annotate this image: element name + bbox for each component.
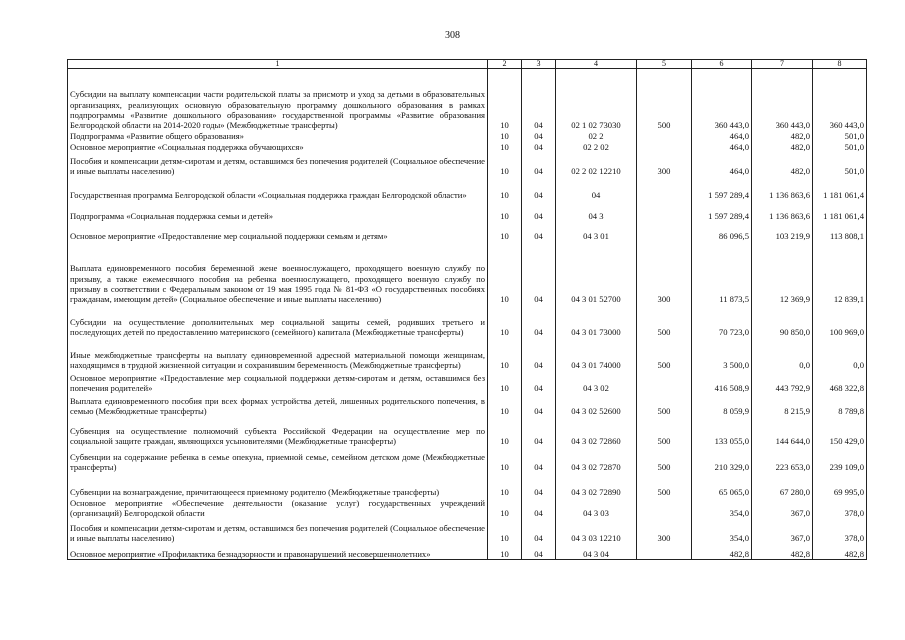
cell-amount-year3: 113 808,1 bbox=[813, 222, 867, 242]
cell-section: 10 bbox=[488, 519, 522, 544]
cell-amount-year2: 367,0 bbox=[752, 498, 813, 519]
table-row bbox=[68, 473, 867, 498]
cell-expense-type bbox=[637, 201, 692, 222]
cell-section: 10 bbox=[488, 222, 522, 242]
cell-section: 10 bbox=[488, 305, 522, 338]
cell-amount-year2: 482,8 bbox=[752, 544, 813, 560]
cell-name: Субвенции на содержание ребенка в семье опекуна, приемной семье, семейном детском доме (Межбюджетные трансферты) bbox=[68, 447, 488, 473]
cell-amount-year3: 378,0 bbox=[813, 498, 867, 519]
cell-name: Субвенция на осуществление полномочий субъекта Российской Федерации на осуществление мер по социальной защите граждан, являющихся усыновителями (Межбюджетные трансферты) bbox=[68, 417, 488, 447]
cell-section: 10 bbox=[488, 201, 522, 222]
cell-target-article: 04 3 02 52600 bbox=[556, 394, 637, 417]
header-cell: 3 bbox=[522, 60, 556, 69]
cell-amount-year3: 360 443,0 bbox=[813, 69, 867, 131]
cell-name: Основное мероприятие «Предоставление мер социальной поддержки семьям и детям» bbox=[68, 222, 488, 242]
cell-name: Государственная программа Белгородской области «Социальная поддержка граждан Белгородской области» bbox=[68, 177, 488, 201]
cell-amount-year2: 482,0 bbox=[752, 142, 813, 153]
table-row bbox=[68, 131, 867, 142]
cell-expense-type bbox=[637, 371, 692, 394]
table-row bbox=[68, 544, 867, 560]
cell-expense-type: 300 bbox=[637, 242, 692, 305]
cell-amount-year3: 501,0 bbox=[813, 153, 867, 177]
cell-name: Субсидии на осуществление дополнительных мер социальной защиты семей, родивших третьего и последующих детей по предоставлению материнского (семейного) капитала (Межбюджетные трансферты) bbox=[68, 305, 488, 338]
cell-name: Основное мероприятие «Обеспечение деятельности (оказание услуг) государственных учреждений (организаций) Белгородской области bbox=[68, 498, 488, 519]
cell-subsection: 04 bbox=[522, 371, 556, 394]
cell-target-article: 04 3 02 72890 bbox=[556, 473, 637, 498]
cell-amount-year2: 8 215,9 bbox=[752, 394, 813, 417]
table-row bbox=[68, 142, 867, 153]
cell-section: 10 bbox=[488, 371, 522, 394]
cell-expense-type: 500 bbox=[637, 305, 692, 338]
cell-amount-year2: 360 443,0 bbox=[752, 69, 813, 131]
cell-name: Основное мероприятие «Предоставление мер социальной поддержки детям-сиротам и детям, оставшимся без попечения родителей» bbox=[68, 371, 488, 394]
cell-amount-year2: 90 850,0 bbox=[752, 305, 813, 338]
cell-subsection: 04 bbox=[522, 69, 556, 131]
cell-target-article: 04 3 01 74000 bbox=[556, 338, 637, 371]
cell-section: 10 bbox=[488, 142, 522, 153]
table-row bbox=[68, 498, 867, 519]
cell-section: 10 bbox=[488, 131, 522, 142]
cell-subsection: 04 bbox=[522, 498, 556, 519]
cell-target-article: 04 3 02 72870 bbox=[556, 447, 637, 473]
cell-amount-year2: 144 644,0 bbox=[752, 417, 813, 447]
cell-amount-year1: 464,0 bbox=[692, 153, 752, 177]
header-cell: 2 bbox=[488, 60, 522, 69]
cell-amount-year1: 1 597 289,4 bbox=[692, 177, 752, 201]
cell-amount-year3: 468 322,8 bbox=[813, 371, 867, 394]
cell-subsection: 04 bbox=[522, 131, 556, 142]
cell-amount-year2: 443 792,9 bbox=[752, 371, 813, 394]
cell-section: 10 bbox=[488, 242, 522, 305]
cell-amount-year1: 482,8 bbox=[692, 544, 752, 560]
cell-amount-year2: 12 369,9 bbox=[752, 242, 813, 305]
cell-amount-year3: 378,0 bbox=[813, 519, 867, 544]
table-header-row bbox=[68, 60, 867, 69]
cell-amount-year1: 416 508,9 bbox=[692, 371, 752, 394]
cell-amount-year3: 0,0 bbox=[813, 338, 867, 371]
cell-amount-year3: 501,0 bbox=[813, 142, 867, 153]
cell-amount-year1: 464,0 bbox=[692, 131, 752, 142]
cell-amount-year2: 482,0 bbox=[752, 153, 813, 177]
cell-name: Подпрограмма «Развитие общего образования» bbox=[68, 131, 488, 142]
table-row bbox=[68, 69, 867, 131]
cell-section: 10 bbox=[488, 498, 522, 519]
cell-amount-year3: 1 181 061,4 bbox=[813, 201, 867, 222]
cell-name: Основное мероприятие «Социальная поддержка обучающихся» bbox=[68, 142, 488, 153]
cell-amount-year1: 354,0 bbox=[692, 498, 752, 519]
table-row bbox=[68, 305, 867, 338]
cell-amount-year1: 354,0 bbox=[692, 519, 752, 544]
cell-section: 10 bbox=[488, 544, 522, 560]
cell-name: Выплата единовременного пособия беременной жене военнослужащего, проходящего военную службу по призыву, а также ежемесячного пособия на ребенка военнослужащего, проходящего военную службу по призыву в соответствии с Федеральным законом от 19 мая 1995 года № 81-ФЗ «О государственных пособиях гражданам, имеющим детей» (Социальное обеспечение и иные выплаты населению) bbox=[68, 242, 488, 305]
cell-target-article: 02 1 02 73030 bbox=[556, 69, 637, 131]
cell-amount-year2: 1 136 863,6 bbox=[752, 177, 813, 201]
cell-amount-year3: 12 839,1 bbox=[813, 242, 867, 305]
cell-amount-year1: 360 443,0 bbox=[692, 69, 752, 131]
table-row bbox=[68, 177, 867, 201]
cell-section: 10 bbox=[488, 338, 522, 371]
cell-subsection: 04 bbox=[522, 473, 556, 498]
cell-target-article: 02 2 02 12210 bbox=[556, 153, 637, 177]
cell-amount-year3: 100 969,0 bbox=[813, 305, 867, 338]
cell-amount-year1: 86 096,5 bbox=[692, 222, 752, 242]
cell-section: 10 bbox=[488, 417, 522, 447]
cell-amount-year3: 482,8 bbox=[813, 544, 867, 560]
cell-name: Выплата единовременного пособия при всех формах устройства детей, лишенных родительского попечения, в семью (Межбюджетные трансферты) bbox=[68, 394, 488, 417]
cell-target-article: 04 bbox=[556, 177, 637, 201]
table-row bbox=[68, 153, 867, 177]
cell-target-article: 02 2 02 bbox=[556, 142, 637, 153]
header-cell: 7 bbox=[752, 60, 813, 69]
cell-target-article: 04 3 03 12210 bbox=[556, 519, 637, 544]
cell-subsection: 04 bbox=[522, 305, 556, 338]
cell-name: Иные межбюджетные трансферты на выплату единовременной адресной материальной помощи женщинам, находящимся в трудной жизненной ситуации и сохранившим беременность (Межбюджетные трансферты) bbox=[68, 338, 488, 371]
cell-amount-year1: 8 059,9 bbox=[692, 394, 752, 417]
table-row bbox=[68, 394, 867, 417]
cell-amount-year1: 464,0 bbox=[692, 142, 752, 153]
cell-name: Пособия и компенсации детям-сиротам и детям, оставшимся без попечения родителей (Социальное обеспечение и иные выплаты населению) bbox=[68, 519, 488, 544]
cell-section: 10 bbox=[488, 177, 522, 201]
cell-subsection: 04 bbox=[522, 153, 556, 177]
table-row bbox=[68, 447, 867, 473]
cell-amount-year2: 367,0 bbox=[752, 519, 813, 544]
table-row bbox=[68, 371, 867, 394]
cell-subsection: 04 bbox=[522, 447, 556, 473]
cell-subsection: 04 bbox=[522, 338, 556, 371]
cell-expense-type: 500 bbox=[637, 338, 692, 371]
cell-amount-year3: 1 181 061,4 bbox=[813, 177, 867, 201]
cell-amount-year1: 11 873,5 bbox=[692, 242, 752, 305]
header-cell: 1 bbox=[68, 60, 488, 69]
cell-subsection: 04 bbox=[522, 242, 556, 305]
cell-section: 10 bbox=[488, 69, 522, 131]
cell-expense-type: 500 bbox=[637, 417, 692, 447]
cell-amount-year2: 67 280,0 bbox=[752, 473, 813, 498]
cell-amount-year2: 103 219,9 bbox=[752, 222, 813, 242]
cell-name: Основное мероприятие «Профилактика безнадзорности и правонарушений несовершеннолетних» bbox=[68, 544, 488, 560]
cell-amount-year2: 223 653,0 bbox=[752, 447, 813, 473]
cell-amount-year2: 0,0 bbox=[752, 338, 813, 371]
table-row bbox=[68, 222, 867, 242]
cell-name: Субвенции на вознаграждение, причитающееся приемному родителю (Межбюджетные трансферты) bbox=[68, 473, 488, 498]
cell-expense-type: 500 bbox=[637, 473, 692, 498]
cell-target-article: 02 2 bbox=[556, 131, 637, 142]
cell-subsection: 04 bbox=[522, 417, 556, 447]
cell-subsection: 04 bbox=[522, 201, 556, 222]
cell-expense-type: 300 bbox=[637, 519, 692, 544]
cell-expense-type bbox=[637, 142, 692, 153]
cell-subsection: 04 bbox=[522, 519, 556, 544]
cell-target-article: 04 3 01 73000 bbox=[556, 305, 637, 338]
cell-amount-year1: 1 597 289,4 bbox=[692, 201, 752, 222]
cell-expense-type: 500 bbox=[637, 394, 692, 417]
cell-amount-year1: 210 329,0 bbox=[692, 447, 752, 473]
cell-subsection: 04 bbox=[522, 177, 556, 201]
table-row bbox=[68, 417, 867, 447]
header-cell: 5 bbox=[637, 60, 692, 69]
table-row bbox=[68, 519, 867, 544]
budget-table bbox=[67, 59, 867, 560]
cell-amount-year2: 482,0 bbox=[752, 131, 813, 142]
cell-subsection: 04 bbox=[522, 142, 556, 153]
cell-target-article: 04 3 04 bbox=[556, 544, 637, 560]
cell-subsection: 04 bbox=[522, 222, 556, 242]
cell-section: 10 bbox=[488, 473, 522, 498]
table-body bbox=[68, 69, 867, 560]
cell-expense-type bbox=[637, 222, 692, 242]
cell-expense-type: 300 bbox=[637, 153, 692, 177]
cell-amount-year2: 1 136 863,6 bbox=[752, 201, 813, 222]
cell-amount-year3: 8 789,8 bbox=[813, 394, 867, 417]
table-row bbox=[68, 338, 867, 371]
cell-name: Подпрограмма «Социальная поддержка семьи и детей» bbox=[68, 201, 488, 222]
cell-subsection: 04 bbox=[522, 544, 556, 560]
cell-target-article: 04 3 01 52700 bbox=[556, 242, 637, 305]
table-row bbox=[68, 242, 867, 305]
cell-subsection: 04 bbox=[522, 394, 556, 417]
table-row bbox=[68, 201, 867, 222]
cell-expense-type: 500 bbox=[637, 447, 692, 473]
header-cell: 4 bbox=[556, 60, 637, 69]
cell-amount-year3: 501,0 bbox=[813, 131, 867, 142]
cell-amount-year1: 65 065,0 bbox=[692, 473, 752, 498]
cell-section: 10 bbox=[488, 153, 522, 177]
cell-name: Субсидии на выплату компенсации части родительской платы за присмотр и уход за детьми в образовательных организациях, реализующих основную образовательную программу дошкольного образования в рамках подпрограммы «Развитие дошкольного образования» государственной программы «Развитие образования Белгородской области на 2014-2020 годы» (Межбюджетные трансферты) bbox=[68, 69, 488, 131]
cell-amount-year3: 150 429,0 bbox=[813, 417, 867, 447]
cell-amount-year3: 239 109,0 bbox=[813, 447, 867, 473]
cell-amount-year1: 3 500,0 bbox=[692, 338, 752, 371]
cell-expense-type: 500 bbox=[637, 69, 692, 131]
cell-expense-type bbox=[637, 131, 692, 142]
cell-name: Пособия и компенсации детям-сиротам и детям, оставшимся без попечения родителей (Социальное обеспечение и иные выплаты населению) bbox=[68, 153, 488, 177]
cell-target-article: 04 3 03 bbox=[556, 498, 637, 519]
cell-section: 10 bbox=[488, 394, 522, 417]
cell-target-article: 04 3 02 bbox=[556, 371, 637, 394]
cell-expense-type bbox=[637, 498, 692, 519]
cell-amount-year1: 70 723,0 bbox=[692, 305, 752, 338]
cell-target-article: 04 3 bbox=[556, 201, 637, 222]
cell-expense-type bbox=[637, 177, 692, 201]
header-cell: 6 bbox=[692, 60, 752, 69]
cell-section: 10 bbox=[488, 447, 522, 473]
cell-target-article: 04 3 02 72860 bbox=[556, 417, 637, 447]
cell-target-article: 04 3 01 bbox=[556, 222, 637, 242]
cell-amount-year3: 69 995,0 bbox=[813, 473, 867, 498]
cell-expense-type bbox=[637, 544, 692, 560]
header-cell: 8 bbox=[813, 60, 867, 69]
cell-amount-year1: 133 055,0 bbox=[692, 417, 752, 447]
page-number: 308 bbox=[445, 30, 460, 41]
